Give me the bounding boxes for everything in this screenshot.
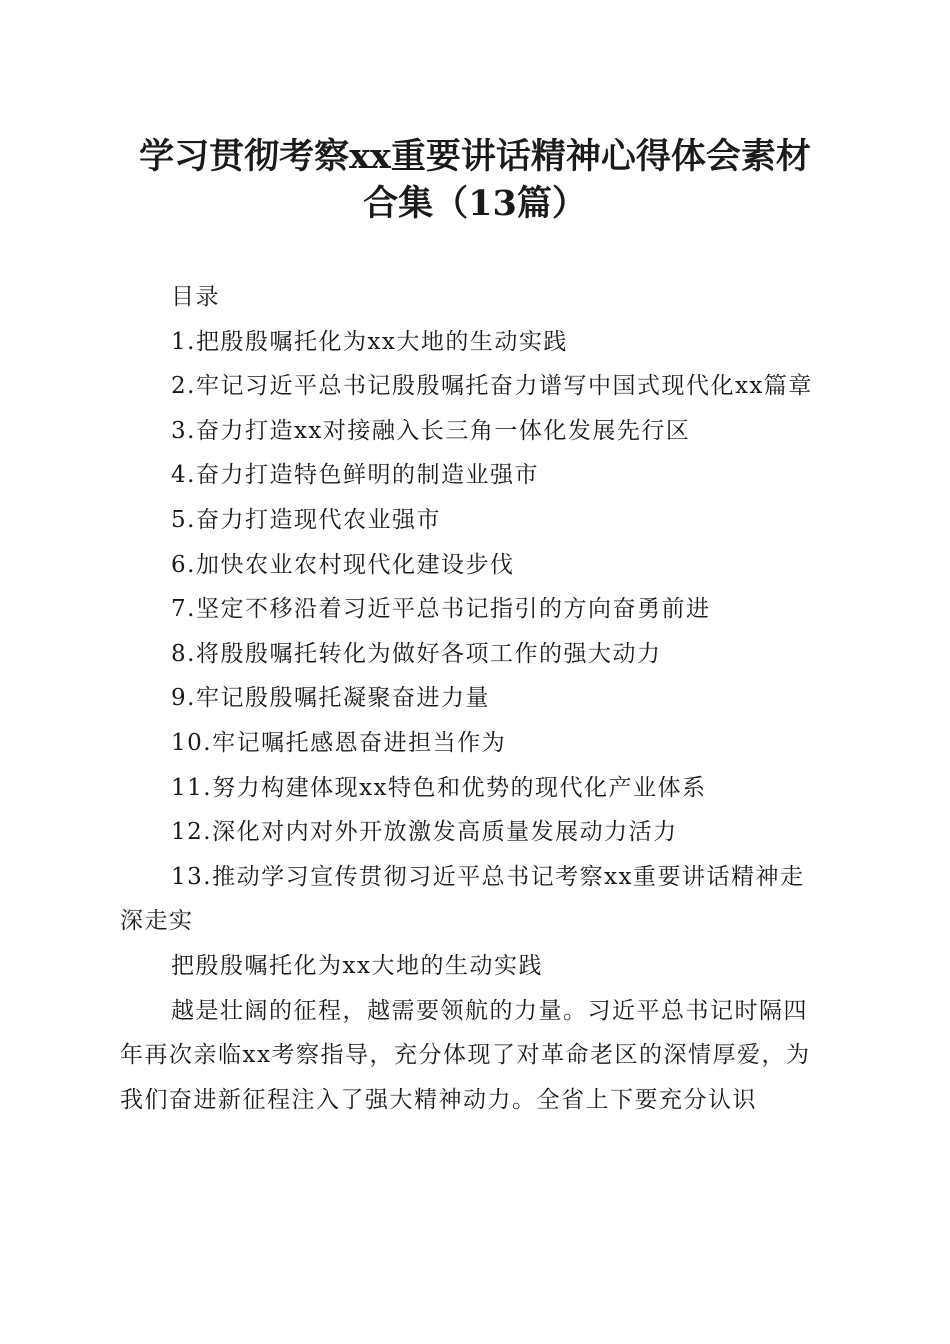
toc-item-4: 4.奋力打造特色鲜明的制造业强市 (171, 462, 539, 489)
toc-item-1: 1.把殷殷嘱托化为xx大地的生动实践 (171, 328, 568, 355)
toc-item-9: 9.牢记殷殷嘱托凝聚奋进力量 (171, 685, 490, 712)
toc-item-13: 13.推动学习宣传贯彻习近平总书记考察xx重要讲话精神走深走实 (120, 863, 805, 935)
title-line-1: 学习贯彻考察xx重要讲话精神心得体会素材 (139, 136, 811, 177)
toc-item-10: 10.牢记嘱托感恩奋进担当作为 (171, 729, 507, 756)
toc-item-8: 8.将殷殷嘱托转化为做好各项工作的强大动力 (171, 640, 662, 667)
toc-item-7: 7.坚定不移沿着习近平总书记指引的方向奋勇前进 (171, 596, 711, 623)
section-title: 把殷殷嘱托化为xx大地的生动实践 (171, 952, 543, 979)
toc-heading: 目录 (171, 284, 220, 310)
title-line-2: 合集（13篇） (363, 183, 587, 224)
toc-item-11: 11.努力构建体现xx特色和优势的现代化产业体系 (171, 774, 707, 801)
toc-item-5: 5.奋力打造现代农业强市 (171, 506, 441, 533)
toc-item-3: 3.奋力打造xx对接融入长三角一体化发展先行区 (171, 417, 691, 444)
toc-item-12: 12.深化对内对外开放激发高质量发展动力活力 (171, 819, 678, 846)
section-paragraph: 越是壮阔的征程，越需要领航的力量。习近平总书记时隔四年再次亲临xx考察指导，充分体现了对革命老区的深情厚爱，为我们奋进新征程注入了强大精神动力。全省上下要充分认识 (120, 997, 811, 1113)
document-title (100, 133, 850, 227)
toc-item-6: 6.加快农业农村现代化建设步伐 (171, 551, 515, 578)
toc-item-2: 2.牢记习近平总书记殷殷嘱托奋力谱写中国式现代化xx篇章 (171, 373, 813, 400)
document-body (120, 275, 825, 1122)
